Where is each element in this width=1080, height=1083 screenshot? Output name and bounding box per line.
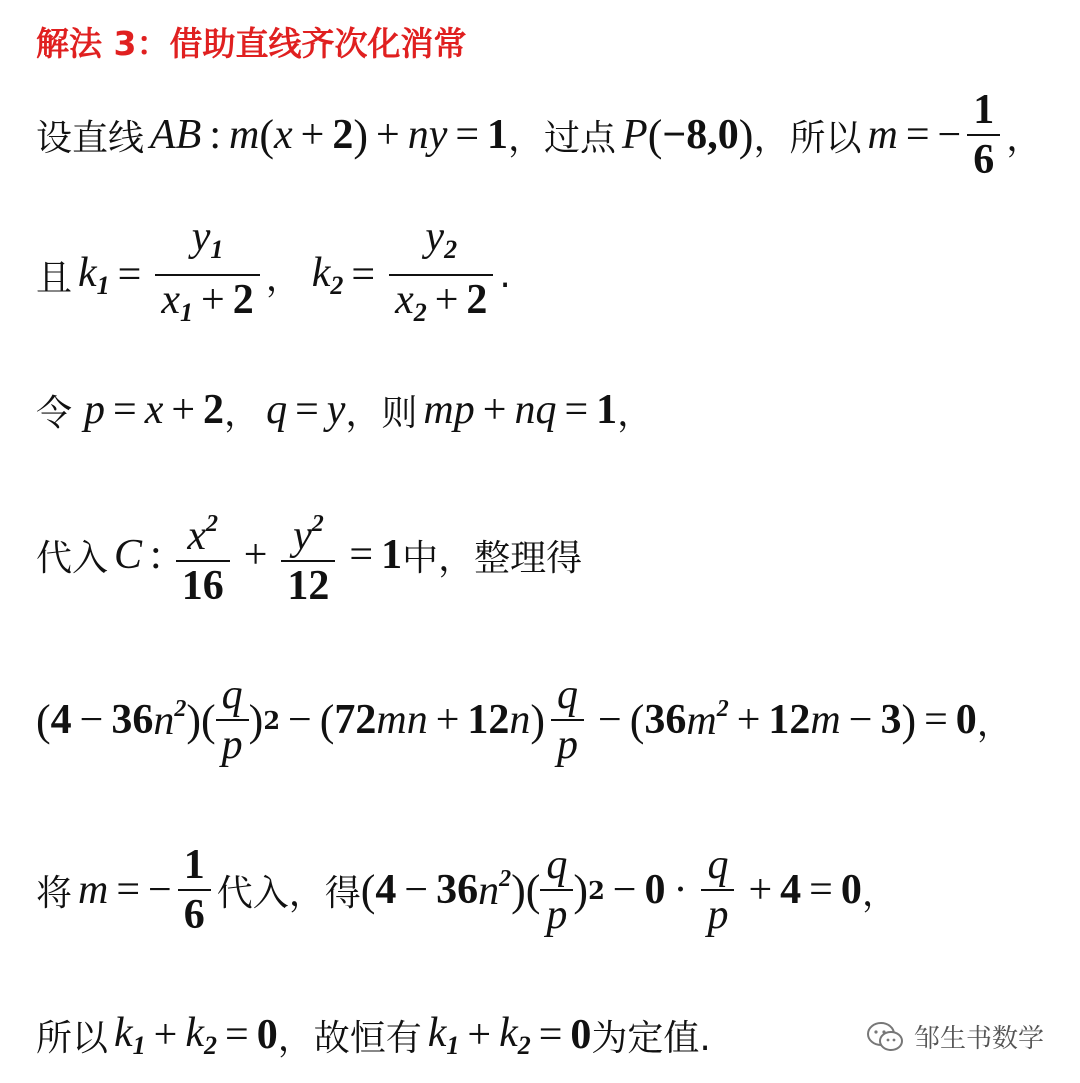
text: 中，整理得 bbox=[402, 537, 583, 579]
line-5: ( 4 − 36 $n^2$ )( $\frac{q}{p}$ ) 2 − ( 72 mn + 12 n ) $\frac{q}{p}$ − ( 36 $m^2$ + 12 m − 3 ) = 0 ， bbox=[36, 672, 1013, 768]
line-6: 将 m = − $\frac{1}{6}$ 代入，得 ( 4 − 36 $n^2$ )( $\frac{q}{p}$ ) 2 − 0 · $\frac{q}{p}$ + 4 = 0 ， bbox=[36, 842, 898, 938]
text: 代入，得 bbox=[216, 872, 361, 914]
text: . bbox=[499, 254, 511, 296]
text: ，所以 bbox=[753, 117, 862, 159]
line-4: 代入 C : $\frac{x^2}{16}$ + $\frac{y^2}{12}$ = 1 中，整理得 bbox=[36, 500, 1060, 610]
text: ，则 bbox=[345, 392, 418, 434]
fraction: $\frac{y^2}{12}$ bbox=[281, 500, 335, 610]
text: ，过点 bbox=[508, 117, 617, 159]
text: ， bbox=[617, 392, 654, 434]
text: ， bbox=[265, 257, 302, 299]
text: ， bbox=[861, 872, 898, 914]
fraction: $\frac{q}{p}$ bbox=[540, 841, 573, 939]
text: 令 bbox=[36, 392, 73, 434]
watermark-text: 邹生书数学 bbox=[913, 1024, 1044, 1054]
fraction: $\frac{q}{p}$ bbox=[701, 841, 734, 939]
text: ， bbox=[224, 392, 261, 434]
solution-title: 解法 3：借助直线齐次化消常 bbox=[36, 24, 467, 63]
text: 代入 bbox=[36, 537, 109, 579]
fraction: $\frac{y_1}{x_1 + 2}$ bbox=[155, 213, 259, 337]
fraction: $\frac{y_2}{x_2 + 2}$ bbox=[389, 213, 493, 337]
text: 为定值. bbox=[591, 1017, 711, 1059]
text: 设直线 bbox=[36, 117, 145, 159]
text: ，故恒有 bbox=[277, 1017, 422, 1059]
wechat-icon bbox=[866, 1021, 904, 1053]
text: 且 bbox=[36, 257, 73, 299]
line-1: 设直线 AB : m ( x + 2 ) + ny = 1 ，过点 P ( −8,0 ) ，所以 m = − $\frac{1}{6}$ ， bbox=[36, 87, 1043, 183]
fraction: $\frac{1}{6}$ bbox=[967, 86, 1000, 184]
line-7: 所以 $k_1$ + $k_2$ = 0 ，故恒有 $k_1$ + $k_2$ = 0 为定值. bbox=[36, 1010, 711, 1060]
fraction: $\frac{q}{p}$ bbox=[551, 671, 584, 769]
text: 将 bbox=[36, 872, 73, 914]
line-2: 且 $k_1$ = $\frac{y_1}{x_1 + 2}$ ， $k_2$ = $\frac{y_2}{x_2 + 2}$ . bbox=[36, 220, 1060, 330]
fraction: $\frac{x^2}{16}$ bbox=[176, 500, 230, 610]
text: ， bbox=[1006, 117, 1043, 159]
text: 所以 bbox=[36, 1017, 109, 1059]
watermark bbox=[866, 1018, 1044, 1055]
fraction: $\frac{q}{p}$ bbox=[216, 671, 249, 769]
line-3: 令 p = x + 2 ， q = y ，则 mp + nq = 1 ， bbox=[36, 380, 1060, 440]
fraction: $\frac{1}{6}$ bbox=[178, 841, 211, 939]
